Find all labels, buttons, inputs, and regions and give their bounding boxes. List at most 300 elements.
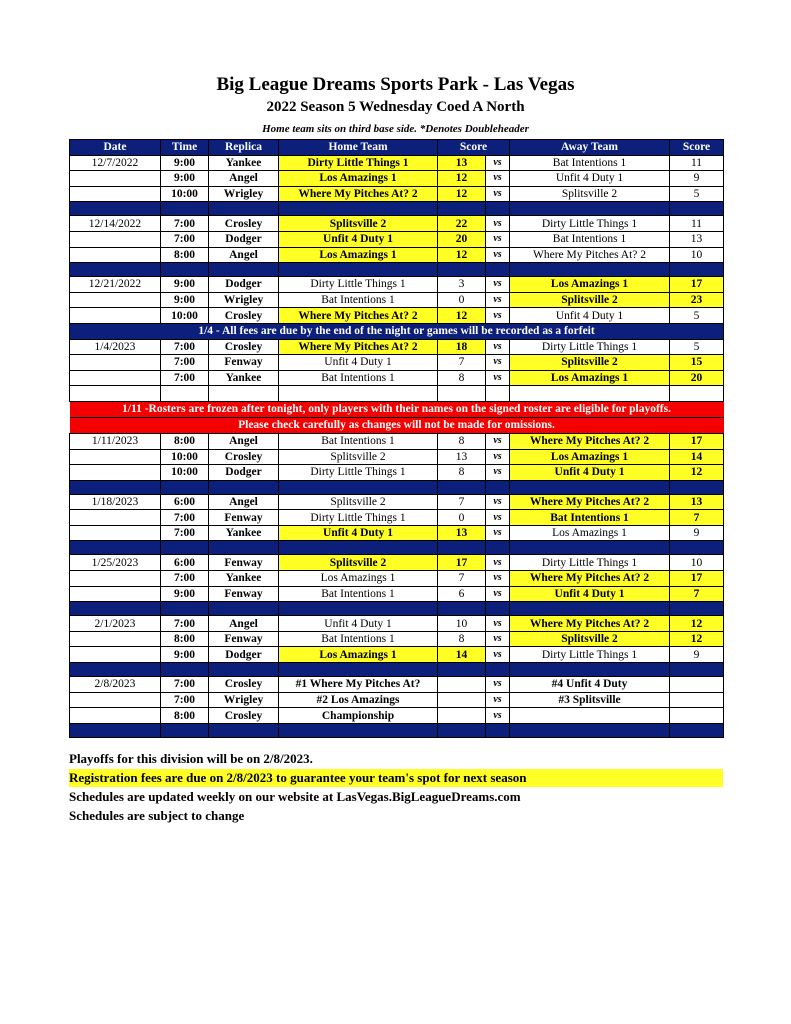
empty-cell bbox=[161, 386, 209, 402]
empty-cell bbox=[161, 723, 209, 737]
vs-cell: vs bbox=[486, 186, 510, 202]
vs-cell: vs bbox=[486, 433, 510, 449]
away-score-cell: 23 bbox=[670, 292, 724, 308]
home-score-cell: 17 bbox=[438, 555, 486, 571]
empty-cell bbox=[670, 386, 724, 402]
home-score-cell bbox=[438, 692, 486, 708]
separator-row bbox=[70, 202, 724, 216]
date-cell: 12/21/2022 bbox=[70, 277, 161, 293]
empty-cell bbox=[279, 263, 438, 277]
empty-cell bbox=[70, 541, 161, 555]
roster-notice-row bbox=[70, 417, 724, 433]
empty-cell bbox=[486, 663, 510, 677]
replica-cell: Yankee bbox=[209, 571, 279, 587]
blank-row bbox=[70, 386, 724, 402]
vs-cell: vs bbox=[486, 292, 510, 308]
table-row bbox=[70, 449, 724, 465]
table-row bbox=[70, 231, 724, 247]
away-team-cell: Where My Pitches At? 2 bbox=[510, 571, 670, 587]
vs-cell: vs bbox=[486, 465, 510, 481]
table-row bbox=[70, 292, 724, 308]
away-team-cell: Where My Pitches At? 2 bbox=[510, 616, 670, 632]
table-row bbox=[70, 616, 724, 632]
home-team-cell: Bat Intentions 1 bbox=[279, 586, 438, 602]
time-cell: 9:00 bbox=[161, 647, 209, 663]
replica-cell: Crosley bbox=[209, 677, 279, 693]
date-cell bbox=[70, 292, 161, 308]
date-cell bbox=[70, 231, 161, 247]
col-header-replica: Replica bbox=[209, 140, 279, 156]
away-score-cell: 14 bbox=[670, 449, 724, 465]
header-row bbox=[70, 140, 724, 156]
replica-cell: Yankee bbox=[209, 370, 279, 386]
home-team-cell: Los Amazings 1 bbox=[279, 247, 438, 263]
home-team-cell: Where My Pitches At? 2 bbox=[279, 186, 438, 202]
time-cell: 9:00 bbox=[161, 171, 209, 187]
empty-cell bbox=[209, 480, 279, 494]
replica-cell: Angel bbox=[209, 171, 279, 187]
vs-cell: vs bbox=[486, 616, 510, 632]
empty-cell bbox=[279, 541, 438, 555]
vs-cell: vs bbox=[486, 692, 510, 708]
date-cell bbox=[70, 465, 161, 481]
date-cell: 2/8/2023 bbox=[70, 677, 161, 693]
away-score-cell: 11 bbox=[670, 155, 724, 171]
replica-cell: Angel bbox=[209, 494, 279, 510]
time-cell: 9:00 bbox=[161, 586, 209, 602]
home-score-cell: 8 bbox=[438, 433, 486, 449]
replica-cell: Dodger bbox=[209, 231, 279, 247]
away-score-cell: 5 bbox=[670, 186, 724, 202]
home-team-cell: Splitsville 2 bbox=[279, 216, 438, 232]
table-row bbox=[70, 155, 724, 171]
date-cell: 1/18/2023 bbox=[70, 494, 161, 510]
home-team-cell: Splitsville 2 bbox=[279, 494, 438, 510]
replica-cell: Crosley bbox=[209, 216, 279, 232]
registration-note: Registration fees are due on 2/8/2023 to guarantee your team's spot for next season bbox=[69, 769, 723, 787]
home-team-cell: Dirty Little Things 1 bbox=[279, 510, 438, 526]
vs-cell: vs bbox=[486, 339, 510, 355]
vs-cell: vs bbox=[486, 494, 510, 510]
away-team-cell: Where My Pitches At? 2 bbox=[510, 433, 670, 449]
vs-cell: vs bbox=[486, 708, 510, 724]
empty-cell bbox=[161, 480, 209, 494]
empty-cell bbox=[670, 602, 724, 616]
away-team-cell: Dirty Little Things 1 bbox=[510, 647, 670, 663]
vs-cell: vs bbox=[486, 631, 510, 647]
away-team-cell: Unfit 4 Duty 1 bbox=[510, 308, 670, 324]
empty-cell bbox=[161, 663, 209, 677]
replica-cell: Angel bbox=[209, 247, 279, 263]
away-team-cell bbox=[510, 708, 670, 724]
time-cell: 7:00 bbox=[161, 616, 209, 632]
time-cell: 7:00 bbox=[161, 216, 209, 232]
away-team-cell: Bat Intentions 1 bbox=[510, 155, 670, 171]
empty-cell bbox=[510, 602, 670, 616]
col-header-away-team: Away Team bbox=[510, 140, 670, 156]
away-score-cell: 17 bbox=[670, 277, 724, 293]
empty-cell bbox=[438, 541, 486, 555]
date-cell bbox=[70, 692, 161, 708]
empty-cell bbox=[510, 723, 670, 737]
replica-cell: Wrigley bbox=[209, 186, 279, 202]
empty-cell bbox=[279, 723, 438, 737]
home-score-cell: 7 bbox=[438, 494, 486, 510]
empty-cell bbox=[510, 480, 670, 494]
table-row bbox=[70, 171, 724, 187]
replica-cell: Yankee bbox=[209, 155, 279, 171]
date-cell bbox=[70, 355, 161, 371]
date-cell bbox=[70, 186, 161, 202]
empty-cell bbox=[510, 541, 670, 555]
away-team-cell: #4 Unfit 4 Duty bbox=[510, 677, 670, 693]
home-score-cell: 7 bbox=[438, 355, 486, 371]
replica-cell: Fenway bbox=[209, 355, 279, 371]
empty-cell bbox=[670, 480, 724, 494]
empty-cell bbox=[279, 663, 438, 677]
page-subtitle: 2022 Season 5 Wednesday Coed A North bbox=[266, 99, 525, 115]
date-cell bbox=[70, 308, 161, 324]
time-cell: 7:00 bbox=[161, 692, 209, 708]
away-score-cell: 11 bbox=[670, 216, 724, 232]
away-team-cell: Unfit 4 Duty 1 bbox=[510, 465, 670, 481]
empty-cell bbox=[209, 602, 279, 616]
home-score-cell: 0 bbox=[438, 292, 486, 308]
empty-cell bbox=[70, 202, 161, 216]
away-score-cell: 10 bbox=[670, 555, 724, 571]
empty-cell bbox=[161, 202, 209, 216]
vs-cell: vs bbox=[486, 216, 510, 232]
away-team-cell: Bat Intentions 1 bbox=[510, 510, 670, 526]
col-header-home-score: Score bbox=[438, 140, 510, 156]
home-score-cell: 7 bbox=[438, 571, 486, 587]
replica-cell: Fenway bbox=[209, 555, 279, 571]
home-team-cell: #1 Where My Pitches At? bbox=[279, 677, 438, 693]
time-cell: 7:00 bbox=[161, 525, 209, 541]
home-team-cell: Los Amazings 1 bbox=[279, 571, 438, 587]
home-team-cell: #2 Los Amazings bbox=[279, 692, 438, 708]
time-cell: 7:00 bbox=[161, 231, 209, 247]
home-team-cell: Unfit 4 Duty 1 bbox=[279, 355, 438, 371]
empty-cell bbox=[486, 263, 510, 277]
table-row bbox=[70, 677, 724, 693]
time-cell: 9:00 bbox=[161, 277, 209, 293]
home-team-cell: Where My Pitches At? 2 bbox=[279, 308, 438, 324]
replica-cell: Crosley bbox=[209, 708, 279, 724]
replica-cell: Fenway bbox=[209, 631, 279, 647]
table-row bbox=[70, 186, 724, 202]
empty-cell bbox=[279, 480, 438, 494]
away-score-cell: 7 bbox=[670, 586, 724, 602]
vs-cell: vs bbox=[486, 247, 510, 263]
date-cell bbox=[70, 449, 161, 465]
schedule-table bbox=[69, 139, 724, 738]
time-cell: 10:00 bbox=[161, 186, 209, 202]
empty-cell bbox=[670, 202, 724, 216]
home-team-cell: Dirty Little Things 1 bbox=[279, 277, 438, 293]
table-row bbox=[70, 494, 724, 510]
home-score-cell: 22 bbox=[438, 216, 486, 232]
col-header-home-team: Home Team bbox=[279, 140, 438, 156]
home-score-cell: 13 bbox=[438, 155, 486, 171]
table-row bbox=[70, 308, 724, 324]
home-score-cell: 13 bbox=[438, 525, 486, 541]
empty-cell bbox=[670, 263, 724, 277]
home-score-cell: 8 bbox=[438, 370, 486, 386]
time-cell: 10:00 bbox=[161, 449, 209, 465]
home-score-cell: 12 bbox=[438, 308, 486, 324]
website-note: Schedules are updated weekly on our website at LasVegas.BigLeagueDreams.com bbox=[69, 789, 521, 804]
empty-cell bbox=[510, 386, 670, 402]
time-cell: 7:00 bbox=[161, 677, 209, 693]
away-score-cell: 5 bbox=[670, 339, 724, 355]
separator-row bbox=[70, 723, 724, 737]
date-cell bbox=[70, 370, 161, 386]
table-row bbox=[70, 277, 724, 293]
replica-cell: Wrigley bbox=[209, 692, 279, 708]
empty-cell bbox=[510, 263, 670, 277]
away-score-cell: 10 bbox=[670, 247, 724, 263]
away-team-cell: Los Amazings 1 bbox=[510, 370, 670, 386]
replica-cell: Dodger bbox=[209, 465, 279, 481]
home-team-cell: Splitsville 2 bbox=[279, 449, 438, 465]
home-team-cell: Championship bbox=[279, 708, 438, 724]
vs-cell: vs bbox=[486, 355, 510, 371]
home-score-cell: 18 bbox=[438, 339, 486, 355]
replica-cell: Dodger bbox=[209, 277, 279, 293]
vs-cell: vs bbox=[486, 525, 510, 541]
home-score-cell: 13 bbox=[438, 449, 486, 465]
time-cell: 6:00 bbox=[161, 494, 209, 510]
separator-row bbox=[70, 663, 724, 677]
away-team-cell: Where My Pitches At? 2 bbox=[510, 247, 670, 263]
empty-cell bbox=[279, 602, 438, 616]
away-team-cell: Where My Pitches At? 2 bbox=[510, 494, 670, 510]
away-score-cell: 12 bbox=[670, 631, 724, 647]
time-cell: 9:00 bbox=[161, 155, 209, 171]
vs-cell: vs bbox=[486, 277, 510, 293]
replica-cell: Crosley bbox=[209, 339, 279, 355]
away-team-cell: Splitsville 2 bbox=[510, 631, 670, 647]
away-score-cell: 17 bbox=[670, 433, 724, 449]
empty-cell bbox=[438, 202, 486, 216]
empty-cell bbox=[486, 602, 510, 616]
date-cell: 12/14/2022 bbox=[70, 216, 161, 232]
empty-cell bbox=[209, 263, 279, 277]
time-cell: 7:00 bbox=[161, 370, 209, 386]
time-cell: 7:00 bbox=[161, 355, 209, 371]
home-score-cell bbox=[438, 708, 486, 724]
empty-cell bbox=[209, 723, 279, 737]
page-title: Big League Dreams Sports Park - Las Vegas bbox=[216, 74, 575, 95]
vs-cell: vs bbox=[486, 171, 510, 187]
away-score-cell bbox=[670, 692, 724, 708]
away-score-cell bbox=[670, 677, 724, 693]
subject-to-change-note: Schedules are subject to change bbox=[69, 808, 245, 823]
date-cell: 1/4/2023 bbox=[70, 339, 161, 355]
home-team-cell: Bat Intentions 1 bbox=[279, 370, 438, 386]
empty-cell bbox=[486, 541, 510, 555]
empty-cell bbox=[438, 602, 486, 616]
away-score-cell: 9 bbox=[670, 525, 724, 541]
empty-cell bbox=[510, 202, 670, 216]
vs-cell: vs bbox=[486, 308, 510, 324]
date-cell: 12/7/2022 bbox=[70, 155, 161, 171]
away-score-cell: 12 bbox=[670, 616, 724, 632]
date-cell bbox=[70, 631, 161, 647]
time-cell: 7:00 bbox=[161, 510, 209, 526]
vs-cell: vs bbox=[486, 647, 510, 663]
empty-cell bbox=[438, 480, 486, 494]
empty-cell bbox=[486, 480, 510, 494]
time-cell: 8:00 bbox=[161, 708, 209, 724]
table-row bbox=[70, 525, 724, 541]
home-team-cell: Bat Intentions 1 bbox=[279, 631, 438, 647]
empty-cell bbox=[209, 202, 279, 216]
empty-cell bbox=[438, 263, 486, 277]
vs-cell: vs bbox=[486, 370, 510, 386]
replica-cell: Crosley bbox=[209, 308, 279, 324]
date-cell bbox=[70, 525, 161, 541]
replica-cell: Wrigley bbox=[209, 292, 279, 308]
vs-cell: vs bbox=[486, 571, 510, 587]
replica-cell: Crosley bbox=[209, 449, 279, 465]
date-cell: 1/25/2023 bbox=[70, 555, 161, 571]
away-team-cell: Dirty Little Things 1 bbox=[510, 216, 670, 232]
away-score-cell bbox=[670, 708, 724, 724]
empty-cell bbox=[670, 663, 724, 677]
empty-cell bbox=[70, 723, 161, 737]
home-score-cell: 3 bbox=[438, 277, 486, 293]
home-team-cell: Los Amazings 1 bbox=[279, 647, 438, 663]
table-row bbox=[70, 708, 724, 724]
away-score-cell: 20 bbox=[670, 370, 724, 386]
fee-notice-row bbox=[70, 323, 724, 339]
home-score-cell: 0 bbox=[438, 510, 486, 526]
empty-cell bbox=[161, 602, 209, 616]
vs-cell: vs bbox=[486, 555, 510, 571]
home-team-cell: Dirty Little Things 1 bbox=[279, 465, 438, 481]
away-team-cell: Los Amazings 1 bbox=[510, 277, 670, 293]
empty-cell bbox=[438, 723, 486, 737]
time-cell: 8:00 bbox=[161, 631, 209, 647]
home-score-cell: 6 bbox=[438, 586, 486, 602]
date-cell bbox=[70, 510, 161, 526]
home-score-cell: 14 bbox=[438, 647, 486, 663]
time-cell: 6:00 bbox=[161, 555, 209, 571]
table-row bbox=[70, 571, 724, 587]
away-score-cell: 9 bbox=[670, 171, 724, 187]
empty-cell bbox=[209, 663, 279, 677]
empty-cell bbox=[70, 386, 161, 402]
home-score-cell: 12 bbox=[438, 247, 486, 263]
time-cell: 7:00 bbox=[161, 571, 209, 587]
table-row bbox=[70, 692, 724, 708]
away-score-cell: 9 bbox=[670, 647, 724, 663]
table-row bbox=[70, 647, 724, 663]
away-team-cell: Los Amazings 1 bbox=[510, 525, 670, 541]
col-header-time: Time bbox=[161, 140, 209, 156]
schedule-body bbox=[70, 155, 724, 737]
separator-row bbox=[70, 480, 724, 494]
separator-row bbox=[70, 541, 724, 555]
away-team-cell: Splitsville 2 bbox=[510, 355, 670, 371]
empty-cell bbox=[670, 541, 724, 555]
vs-cell: vs bbox=[486, 449, 510, 465]
vs-cell: vs bbox=[486, 155, 510, 171]
empty-cell bbox=[486, 202, 510, 216]
empty-cell bbox=[209, 386, 279, 402]
empty-cell bbox=[70, 602, 161, 616]
empty-cell bbox=[438, 663, 486, 677]
vs-cell: vs bbox=[486, 677, 510, 693]
home-score-cell: 10 bbox=[438, 616, 486, 632]
roster-notice-text: 1/11 -Rosters are frozen after tonight, only players with their names on the signed roster are eligible for playoffs. bbox=[70, 401, 724, 417]
table-row bbox=[70, 433, 724, 449]
away-team-cell: Dirty Little Things 1 bbox=[510, 555, 670, 571]
date-cell bbox=[70, 647, 161, 663]
away-score-cell: 7 bbox=[670, 510, 724, 526]
replica-cell: Dodger bbox=[209, 647, 279, 663]
table-row bbox=[70, 339, 724, 355]
vs-cell: vs bbox=[486, 231, 510, 247]
replica-cell: Fenway bbox=[209, 586, 279, 602]
empty-cell bbox=[279, 386, 438, 402]
col-header-away-score: Score bbox=[670, 140, 724, 156]
empty-cell bbox=[279, 202, 438, 216]
home-team-cell: Dirty Little Things 1 bbox=[279, 155, 438, 171]
empty-cell bbox=[70, 263, 161, 277]
empty-cell bbox=[161, 263, 209, 277]
empty-cell bbox=[438, 386, 486, 402]
roster-notice-row bbox=[70, 401, 724, 417]
time-cell: 9:00 bbox=[161, 292, 209, 308]
home-team-cell: Splitsville 2 bbox=[279, 555, 438, 571]
time-cell: 10:00 bbox=[161, 308, 209, 324]
table-row bbox=[70, 465, 724, 481]
empty-cell bbox=[161, 541, 209, 555]
away-team-cell: Splitsville 2 bbox=[510, 292, 670, 308]
away-score-cell: 15 bbox=[670, 355, 724, 371]
replica-cell: Fenway bbox=[209, 510, 279, 526]
empty-cell bbox=[70, 480, 161, 494]
away-score-cell: 13 bbox=[670, 494, 724, 510]
away-score-cell: 13 bbox=[670, 231, 724, 247]
home-team-note: Home team sits on third base side. *Denotes Doubleheader bbox=[262, 123, 529, 135]
home-score-cell: 8 bbox=[438, 631, 486, 647]
table-row bbox=[70, 216, 724, 232]
home-score-cell: 20 bbox=[438, 231, 486, 247]
table-row bbox=[70, 510, 724, 526]
away-team-cell: Bat Intentions 1 bbox=[510, 231, 670, 247]
away-team-cell: Dirty Little Things 1 bbox=[510, 339, 670, 355]
playoffs-note: Playoffs for this division will be on 2/8/2023. bbox=[69, 751, 313, 766]
date-cell: 2/1/2023 bbox=[70, 616, 161, 632]
home-team-cell: Unfit 4 Duty 1 bbox=[279, 616, 438, 632]
date-cell bbox=[70, 247, 161, 263]
roster-notice-text: Please check carefully as changes will not be made for omissions. bbox=[70, 417, 724, 433]
col-header-date: Date bbox=[70, 140, 161, 156]
separator-row bbox=[70, 263, 724, 277]
replica-cell: Angel bbox=[209, 433, 279, 449]
empty-cell bbox=[486, 723, 510, 737]
date-cell: 1/11/2023 bbox=[70, 433, 161, 449]
time-cell: 10:00 bbox=[161, 465, 209, 481]
empty-cell bbox=[70, 663, 161, 677]
home-team-cell: Where My Pitches At? 2 bbox=[279, 339, 438, 355]
time-cell: 7:00 bbox=[161, 339, 209, 355]
home-team-cell: Bat Intentions 1 bbox=[279, 292, 438, 308]
